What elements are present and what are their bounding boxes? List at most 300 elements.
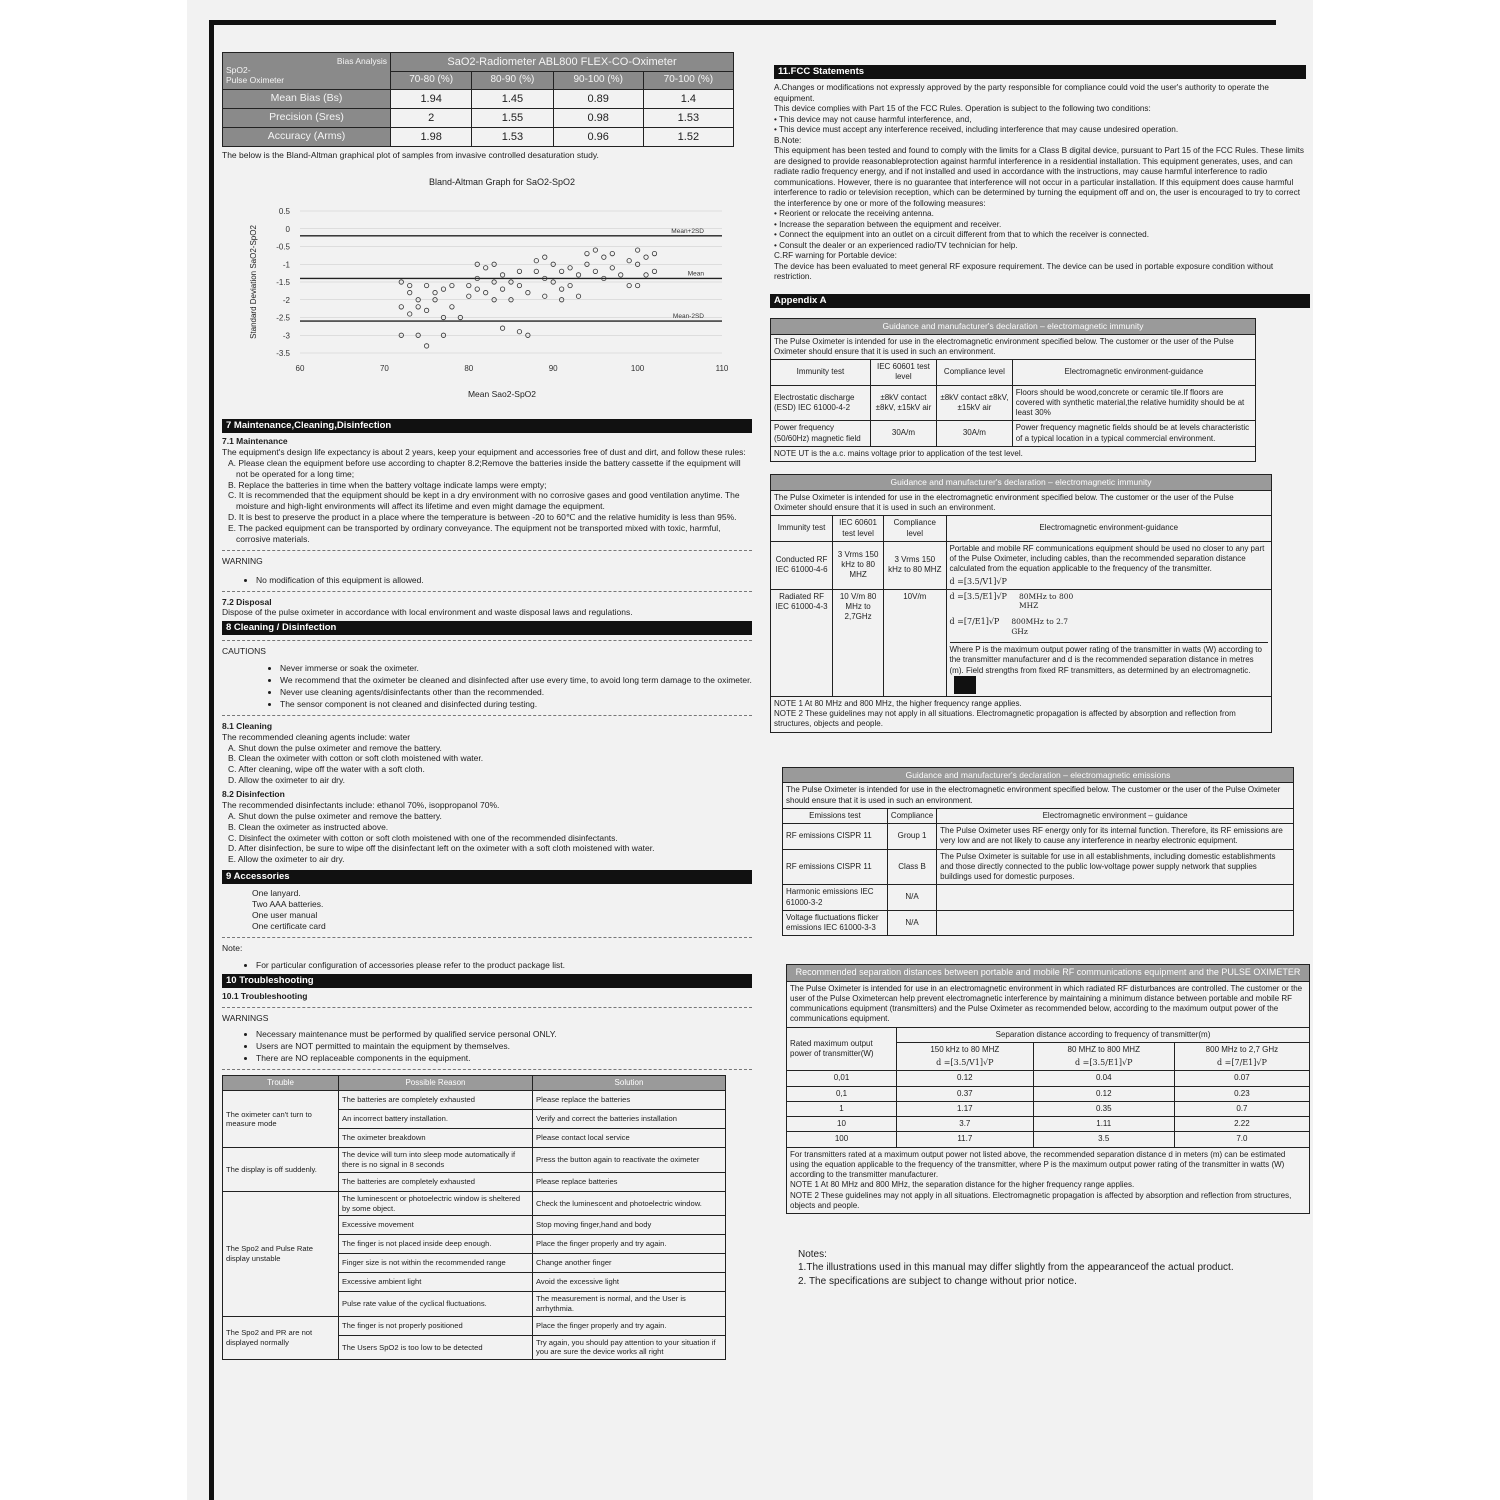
band-formula: d =[3.5/V1]√P: [936, 1058, 994, 1068]
section-8-1-title: 8.1 Cleaning: [222, 720, 273, 731]
data-point: [467, 283, 471, 287]
data-point: [424, 308, 428, 312]
section-8-title: 8 Cleaning / Disinfection: [222, 621, 752, 635]
bias-value: 1.45: [472, 89, 553, 108]
band-label: 800 MHz to 2,7 GHz: [1205, 1044, 1279, 1054]
chart-title: Bland-Altman Graph for SaO2-SpO2: [428, 176, 576, 187]
emc-table-2-intro: The Pulse Oximeter is intended for use in the electromagnetic environment specified below. The customer or the user of the Pulse Oximeter should ensure that it is used in such an environment.: [771, 490, 1272, 515]
note-list: [256, 960, 752, 971]
trouble-cell: The Spo2 and PR are not displayed normally: [223, 1316, 339, 1359]
separation-cell: 0.7: [1174, 1101, 1309, 1116]
caution-item: • Never use cleaning agents/disinfectants other than the recommended.: [280, 687, 752, 698]
data-point: [644, 255, 648, 259]
maintenance-item: B. Replace the batteries in time when the battery voltage indicate lamps were empty;: [228, 479, 547, 490]
disinfection-item: A. Shut down the pulse oximeter and remove the battery.: [228, 810, 442, 821]
emc-table-3-cell: Group 1: [887, 824, 936, 849]
bias-value: 1.53: [472, 128, 553, 147]
fcc-paragraph: • Consult the dealer or an experienced radio/TV technician for help.: [774, 240, 1018, 250]
bias-value: 1.98: [391, 128, 472, 147]
solution-cell: Change another finger: [533, 1254, 726, 1273]
separation-cell: 0.12: [897, 1071, 1034, 1086]
separation-cell: 2.22: [1174, 1117, 1309, 1132]
bias-row: [223, 128, 734, 147]
emc-table-3-cell: RF emissions CISPR 11: [783, 824, 888, 849]
emc-table-1-cell: Power frequency (50/60Hz) magnetic field: [771, 421, 871, 446]
troubleshoot-warning-item: • Users are NOT permitted to maintain the equipment by themselves.: [256, 1041, 752, 1052]
emc-table-3-column: Compliance: [887, 808, 936, 823]
data-point: [467, 294, 471, 298]
notes-section: [798, 1248, 1310, 1289]
radiated-rf-test: Radiated RF IEC 61000-4-3: [771, 589, 833, 696]
data-point: [559, 287, 563, 291]
troubleshooting-column-header: Solution: [533, 1076, 726, 1091]
reason-cell: The oximeter breakdown: [339, 1129, 533, 1148]
emc-table-1-note: NOTE UT is the a.c. mains voltage prior to application of the test level.: [771, 446, 1256, 461]
y-tick-label: -3: [282, 331, 290, 341]
table-row: [787, 1101, 1310, 1116]
emc-table-1-cell: 30A/m: [937, 421, 1013, 446]
emc-table-3-cell: RF emissions CISPR 11: [783, 849, 888, 885]
maintenance-item: D. It is best to preserve the product in a place where the temperature is between -20 to 60℃ and the relative humidity is less than 95%.: [228, 512, 737, 523]
emc-table-4-title: Recommended separation distances between portable and mobile RF communications equipment and the PULSE OXIMETER: [787, 965, 1310, 982]
solution-cell: Please contact local service: [533, 1129, 726, 1148]
solution-cell: Place the finger properly and try again.: [533, 1235, 726, 1254]
data-point: [534, 258, 538, 262]
accessory-item: One user manual: [252, 910, 318, 921]
separation-cell: 3.7: [897, 1117, 1034, 1132]
emc-table-1-intro: The Pulse Oximeter is intended for use in the electromagnetic environment specified below. The customer or the user of the Pulse Oximeter should ensure that it is used in such an environment.: [771, 334, 1256, 359]
band-header: [897, 1042, 1034, 1070]
warning-item: • No modification of this equipment is allowed.: [256, 575, 752, 586]
emc-table-4-footer-line: For transmitters rated at a maximum output power not listed above, the recommended separation distance d in meters (m) can be estimated using the equation applicable to the frequency of the transmitter, where P is the maximum output power rating of the transmitter in watts (W) according to the transmitter manufacturer.: [790, 1149, 1286, 1180]
bias-value: 0.98: [553, 108, 643, 127]
troubleshooting-body: [223, 1091, 726, 1360]
separation-cell: 0.12: [1033, 1086, 1174, 1101]
solution-cell: Place the finger properly and try again.: [533, 1316, 726, 1335]
table-row: [787, 1086, 1310, 1101]
radiated-rf-guidance: [946, 589, 1272, 696]
conducted-rf-row: [771, 541, 1272, 589]
separation-header: Separation distance according to frequency of transmitter(m): [897, 1027, 1310, 1042]
y-tick-label: 0.5: [278, 206, 290, 216]
separation-cell: 1.17: [897, 1101, 1034, 1116]
reason-cell: The batteries are completely exhausted: [339, 1091, 533, 1110]
emc-emissions-table: [782, 767, 1294, 937]
emc-table-2-note-2: NOTE 2 These guidelines may not apply in all situations. Electromagnetic propagation is affected by absorption and reflection from structures, objects and people.: [774, 709, 1236, 729]
reason-cell: The finger is not properly positioned: [339, 1316, 533, 1335]
data-point: [534, 269, 538, 273]
emc-table-3-cell: Class B: [887, 849, 936, 885]
emc-table-1-cell: 30A/m: [870, 421, 936, 446]
reference-line-label: Mean: [687, 270, 704, 278]
cleaning-item: D. Allow the oximeter to air dry.: [228, 775, 345, 786]
reason-cell: Excessive ambient light: [339, 1273, 533, 1292]
bias-range-header: 70-80 (%): [391, 72, 472, 90]
section-7-1-title: 7.1 Maintenance: [222, 436, 288, 447]
left-column: [222, 52, 752, 1360]
bias-value: 1.94: [391, 89, 472, 108]
bias-caption: The below is the Bland-Altman graphical plot of samples from invasive controlled desaturation study.: [222, 150, 599, 161]
cleaning-item: A. Shut down the pulse oximeter and remove the battery.: [228, 742, 442, 753]
table-row: [783, 885, 1294, 910]
separation-cell: 0.04: [1033, 1071, 1174, 1086]
bias-range-header: 90-100 (%): [553, 72, 643, 90]
emc-table-2-column: Compliance level: [884, 516, 946, 541]
emc-table-4-footer-line: NOTE 2 These guidelines may not apply in all situations. Electromagnetic propagation is affected by absorption and reflection from structures, objects and people.: [790, 1190, 1292, 1210]
bias-value: 1.53: [643, 108, 733, 127]
emc-table-3-column: Electromagnetic environment – guidance: [937, 808, 1294, 823]
notes-item-2: 2. The specifications are subject to change without prior notice.: [798, 1275, 1077, 1287]
reason-cell: The device will turn into sleep mode automatically if there is no signal in 8 seconds: [339, 1148, 533, 1172]
troubleshoot-warning-item: • There are NO replaceable components in the equipment.: [256, 1053, 752, 1064]
cleaning-list: [222, 743, 752, 787]
emc-table-4-intro: The Pulse Oximeter is intended for use in an electromagnetic environment in which radiated RF disturbances are controlled. The customer or the user of the Pulse Oximetercan help prevent electromagnetic interference by maintaining a minimum distance between portable and mobile RF communications equipment (transmitters) and the Pulse Oximeter as recommended below, according to the maximum output power of the communications equipment.: [787, 981, 1310, 1027]
separation-cell: 0,1: [787, 1086, 897, 1101]
radiated-note: [950, 642, 1269, 694]
emc-table-3-cell: The Pulse Oximeter uses RF energy only for its internal function. Therefore, its RF emissions are very low and are not likely to cause any interference in nearby electronic equipment.: [937, 824, 1294, 849]
right-column: [770, 62, 1310, 1288]
emc-table-3-intro: The Pulse Oximeter is intended for use in the electromagnetic environment specified below. The customer or the user of the Pulse Oximeter should ensure that it is used in such an environment.: [783, 783, 1294, 808]
emc-table-2-column: Electromagnetic environment-guidance: [946, 516, 1272, 541]
emc-table-2-note-1: NOTE 1 At 80 MHz and 800 MHz, the higher frequency range applies.: [774, 698, 1022, 708]
disinfection-item: E. Allow the oximeter to air dry.: [228, 854, 345, 865]
y-tick-label: -2.5: [276, 313, 290, 323]
data-point: [399, 305, 403, 309]
emc-table-2-column: IEC 60601 test level: [833, 516, 884, 541]
bland-altman-chart: [222, 163, 732, 413]
data-point: [475, 287, 479, 291]
emc-table-1-title: Guidance and manufacturer's declaration – electromagnetic immunity: [771, 318, 1256, 334]
data-point: [526, 290, 530, 294]
emc-table-3-cell: The Pulse Oximeter is suitable for use in all establishments, including domestic establishments and those directly connected to the public low-voltage power supply network that supplies buildings used for domestic purposes.: [937, 849, 1294, 885]
emc-immunity-table-2: [770, 474, 1272, 733]
table-row: [783, 910, 1294, 935]
troubleshoot-warning-item: • Necessary maintenance must be performed by qualified service personal ONLY.: [256, 1029, 752, 1040]
data-point: [610, 266, 614, 270]
x-axis-label: Mean Sao2-SpO2: [467, 388, 537, 399]
band-formula: d =[7/E1]√P: [1217, 1058, 1267, 1068]
fcc-section: [770, 62, 1310, 286]
emc-table-1-body: [771, 385, 1256, 446]
accessory-item: One certificate card: [252, 920, 326, 931]
cautions-label: CAUTIONS: [222, 646, 266, 657]
emc-table-3-cell: N/A: [887, 885, 936, 910]
emc-table-1-cell: ±8kV contact ±8kV, ±15kV air: [870, 385, 936, 421]
emc-table-2-title: Guidance and manufacturer's declaration – electromagnetic immunity: [771, 475, 1272, 491]
table-row: [771, 421, 1256, 446]
warnings-label: WARNINGS: [222, 1012, 269, 1023]
disinfection-list: [222, 811, 752, 865]
emc-table-3-cell: N/A: [887, 910, 936, 935]
data-point: [602, 255, 606, 259]
trouble-cell: The Spo2 and Pulse Rate display unstable: [223, 1191, 339, 1316]
table-row: [783, 824, 1294, 849]
emc-table-2-header: [771, 516, 1272, 541]
reason-cell: The finger is not placed inside deep enough.: [339, 1235, 533, 1254]
fcc-paragraph: • Connect the equipment into an outlet on a circuit different from that to which the receiver is connected.: [774, 230, 1150, 240]
data-point: [652, 251, 656, 255]
rated-power-header: Rated maximum output power of transmitter(W): [787, 1027, 897, 1071]
bias-corner-bottom: SpO2- Pulse Oximeter: [226, 65, 285, 85]
data-point: [433, 290, 437, 294]
maintenance-item: A. Please clean the equipment before use according to chapter 8.2;Remove the batteries inside the battery cassette if the equipment will not be operated for a long time;: [228, 457, 741, 479]
fcc-paragraph: • Increase the separation between the equipment and receiver.: [774, 219, 1002, 229]
radiated-rf-level: 10 V/m 80 MHz to 2,7GHz: [833, 589, 884, 696]
data-point: [568, 266, 572, 270]
separation-distance-table: [786, 964, 1310, 1214]
conducted-rf-level: 3 Vrms 150 kHz to 80 MHZ: [833, 541, 884, 589]
table-row: [787, 1071, 1310, 1086]
x-tick-label: 90: [548, 363, 558, 373]
emc-table-4-footer-line: NOTE 1 At 80 MHz and 800 MHz, the separation distance for the higher frequency range applies.: [790, 1180, 1135, 1190]
radiated-formula-2: [950, 617, 1269, 636]
y-tick-label: -1.5: [276, 277, 290, 287]
solution-cell: Avoid the excessive light: [533, 1273, 726, 1292]
reason-cell: Finger size is not within the recommended range: [339, 1254, 533, 1273]
section-10-title: 10 Troubleshooting: [222, 974, 752, 988]
emc-table-4-body: [787, 1071, 1310, 1147]
radiated-note-text: Where P is the maximum output power rating of the transmitter in watts (W) according to the transmitter manufacturer and d is the recommended separation distance in metres (m). Field strengths from fixed RF transmitters, as determined by an electromagnetic.: [949, 645, 1262, 675]
conducted-rf-guidance-text: Portable and mobile RF communications equipment should be used no closer to any part of the Pulse Oximeter, including cables, than the recommended separation distance calculated from the equation applicable to the frequency of the transmitter.: [949, 543, 1265, 574]
notes-label: Notes:: [798, 1248, 827, 1260]
troubleshooting-column-header: Trouble: [223, 1076, 339, 1091]
emc-table-3-cell: [937, 910, 1294, 935]
data-point: [576, 273, 580, 277]
separation-cell: 0.07: [1174, 1071, 1309, 1086]
section-8-2-title: 8.2 Disinfection: [222, 789, 285, 800]
radiated-formula-1: [950, 592, 1269, 611]
caution-item: • We recommend that the oximeter be cleaned and disinfected after use every time, to avoid long term damage to the oximeter.: [280, 675, 752, 686]
bias-value: 0.89: [553, 89, 643, 108]
separation-cell: 0.35: [1033, 1101, 1174, 1116]
separation-cell: 1: [787, 1101, 897, 1116]
cautions-list: [280, 663, 752, 710]
conducted-rf-guidance: [946, 541, 1272, 589]
data-point: [500, 326, 504, 330]
bias-value: 1.52: [643, 128, 733, 147]
divider: [222, 550, 752, 551]
radiated-formula-2-eq: d =[7/E1]√P: [949, 616, 1000, 626]
maintenance-item: C. It is recommended that the equipment should be kept in a dry environment with no corrosive gases and good ventilation anytime. The moisture and high-light environments will affect its lifetime and even might damage the equipment.: [228, 490, 740, 512]
radiated-rf-compliance: 10V/m: [884, 589, 946, 696]
warning-list: [256, 575, 752, 586]
data-point: [610, 251, 614, 255]
data-point: [652, 269, 656, 273]
emc-table-1-column: Immunity test: [771, 360, 871, 385]
solution-cell: Try again, you should pay attention to your situation if you are sure the device works all right: [533, 1335, 726, 1359]
y-tick-label: -1: [282, 260, 290, 270]
fcc-paragraph: A.Changes or modifications not expressly approved by the party responsible for compliance could void the user's authority to operate the equipment.: [774, 83, 1269, 103]
emc-table-3-cell: Voltage fluctuations flicker emissions IEC 61000-3-3: [783, 910, 888, 935]
section-10-1-title: 10.1 Troubleshooting: [222, 990, 308, 1001]
fcc-text: [774, 83, 1306, 283]
fcc-paragraph: • This device must accept any interference received, including interference that may cause undesired operation.: [774, 125, 1179, 135]
bias-corner: [223, 53, 391, 90]
emc-table-1-cell: Power frequency magnetic fields should be at levels characteristic of a typical location in a typical commercial environment.: [1012, 421, 1255, 446]
band-formula: d =[3.5/E1]√P: [1075, 1058, 1133, 1068]
separation-cell: 11.7: [897, 1132, 1034, 1147]
emc-table-2-column: Immunity test: [771, 516, 833, 541]
table-row: [787, 1132, 1310, 1147]
appendix-title: Appendix A: [770, 294, 1310, 308]
data-point: [593, 269, 597, 273]
bias-analysis-table: [222, 52, 734, 147]
band-label: 80 MHZ to 800 MHZ: [1067, 1044, 1140, 1054]
data-point: [543, 255, 547, 259]
divider: [222, 1007, 752, 1008]
data-point: [576, 294, 580, 298]
emc-table-3-cell: [937, 885, 1294, 910]
bias-corner-top: Bias Analysis: [336, 55, 387, 66]
solution-cell: The measurement is normal, and the User is arrhythmia.: [533, 1292, 726, 1316]
data-point: [450, 305, 454, 309]
divider: [222, 591, 752, 592]
table-row: [783, 849, 1294, 885]
disinfection-item: B. Clean the oximeter as instructed above.: [228, 821, 389, 832]
reason-cell: An incorrect battery installation.: [339, 1110, 533, 1129]
radiated-formula-2-band: 800MHz to 2.7 GHz: [1011, 616, 1069, 636]
data-point: [593, 248, 597, 252]
bias-title: SaO2-Radiometer ABL800 FLEX-CO-Oximeter: [391, 53, 734, 72]
emc-table-4-head-row: [787, 1027, 1310, 1042]
trouble-cell: The oximeter can't turn to measure mode: [223, 1091, 339, 1148]
accessory-item: Two AAA batteries.: [252, 899, 324, 910]
radiated-formula-1-eq: d =[3.5/E1]√P: [949, 591, 1007, 601]
bias-row-label: Accuracy (Arms): [223, 128, 391, 147]
emc-table-3-column: Emissions test: [783, 808, 888, 823]
divider: [222, 937, 752, 938]
x-tick-label: 80: [464, 363, 474, 373]
fcc-paragraph: • Reorient or relocate the receiving antenna.: [774, 209, 934, 219]
section-9-title: 9 Accessories: [222, 870, 752, 884]
bias-row-label: Precision (Sres): [223, 108, 391, 127]
separation-cell: 3.5: [1033, 1132, 1174, 1147]
separation-cell: 0.23: [1174, 1086, 1309, 1101]
emc-table-3-title: Guidance and manufacturer's declaration – electromagnetic emissions: [783, 767, 1294, 783]
section-7-2-title: 7.2 Disposal: [222, 596, 272, 607]
data-point: [416, 305, 420, 309]
bias-row: [223, 108, 734, 127]
table-row: [223, 1191, 726, 1215]
radiated-formula-1-band: 80MHz to 800 MHZ: [1018, 591, 1074, 611]
maintenance-item: E. The packed equipment can be transported by ordinary conveyance. The equipment not be transported mixed with toxic, harmful, corrosive materials.: [228, 523, 721, 544]
troubleshooting-header: [223, 1076, 726, 1091]
reason-cell: The batteries are completely exhausted: [339, 1172, 533, 1191]
emc-table-1-column: Compliance level: [937, 360, 1013, 385]
conducted-rf-test: Conducted RF IEC 61000-4-6: [771, 541, 833, 589]
data-point: [483, 290, 487, 294]
x-tick-label: 60: [295, 363, 305, 373]
solution-cell: Stop moving finger,hand and body: [533, 1216, 726, 1235]
emc-table-2-notes: [771, 696, 1272, 732]
bias-row-label: Mean Bias (Bs): [223, 89, 391, 108]
reason-cell: The Users SpO2 is too low to be detected: [339, 1335, 533, 1359]
conducted-rf-formula: d =[3.5/V1]√P: [949, 576, 1007, 586]
data-point: [408, 290, 412, 294]
data-point: [644, 273, 648, 277]
emc-table-1-cell: ±8kV contact ±8kV, ±15kV air: [937, 385, 1013, 421]
divider: [222, 1069, 752, 1070]
separation-cell: 0.37: [897, 1086, 1034, 1101]
troubleshoot-warnings: [256, 1029, 752, 1064]
data-point: [441, 287, 445, 291]
fcc-paragraph: The device has been evaluated to meet general RF exposure requirement. The device can be used in portable exposure condition without restriction.: [774, 261, 1274, 282]
bias-value: 0.96: [553, 128, 643, 147]
caution-item: • Never immerse or soak the oximeter.: [280, 663, 752, 674]
solution-cell: Check the luminescent and photoelectric window.: [533, 1191, 726, 1215]
emc-table-1-cell: Electrostatic discharge (ESD) IEC 61000-4-2: [771, 385, 871, 421]
warning-label: WARNING: [222, 555, 263, 566]
separation-cell: 100: [787, 1132, 897, 1147]
maintenance-list: [222, 458, 752, 545]
emc-table-3-cell: Harmonic emissions IEC 61000-3-2: [783, 885, 888, 910]
radiated-rf-row: [771, 589, 1272, 696]
notes-item-1: 1.The illustrations used in this manual may differ slightly from the appearanceof the actual product.: [798, 1262, 1234, 1274]
emc-table-1-column: IEC 60601 test level: [870, 360, 936, 385]
separation-cell: 1.11: [1033, 1117, 1174, 1132]
redacted-block: [954, 676, 976, 694]
troubleshooting-table: [222, 1075, 726, 1360]
x-tick-label: 70: [379, 363, 389, 373]
reason-cell: The luminescent or photoelectric window is sheltered by some object.: [339, 1191, 533, 1215]
data-point: [517, 329, 521, 333]
bias-value: 1.4: [643, 89, 733, 108]
troubleshooting-column-header: Possible Reason: [339, 1076, 533, 1091]
separation-cell: 7.0: [1174, 1132, 1309, 1147]
solution-cell: Please replace the batteries: [533, 1091, 726, 1110]
cleaning-item: B. Clean the oximeter with cotton or soft cloth moistened with water.: [228, 753, 484, 764]
x-tick-label: 110: [715, 363, 729, 373]
data-point: [585, 251, 589, 255]
data-point: [408, 283, 412, 287]
table-row: [223, 1091, 726, 1110]
accessory-item: One lanyard.: [252, 888, 301, 899]
solution-cell: Verify and correct the batteries installation: [533, 1110, 726, 1129]
data-point: [543, 294, 547, 298]
data-point: [559, 269, 563, 273]
y-tick-label: -2: [282, 295, 290, 305]
section-7-title: 7 Maintenance,Cleaning,Disinfection: [222, 419, 752, 433]
bias-row: [223, 89, 734, 108]
disinfection-intro: The recommended disinfectants include: ethanol 70%, isoppropanol 70%.: [222, 799, 500, 810]
caution-item: • The sensor component is not cleaned and disinfected during testing.: [280, 699, 752, 710]
data-point: [500, 287, 504, 291]
fcc-paragraph: B.Note:: [774, 135, 802, 145]
data-point: [424, 283, 428, 287]
reference-line-label: Mean-2SD: [672, 313, 704, 321]
data-point: [450, 283, 454, 287]
emc-table-1-column: Electromagnetic environment-guidance: [1012, 360, 1255, 385]
maintenance-intro: The equipment's design life expectancy is about 2 years, keep your equipment and accessories free of dust and dirt, and follow these rules:: [222, 446, 746, 457]
band-header: [1174, 1042, 1309, 1070]
data-point: [635, 283, 639, 287]
emc-table-3-body: [783, 824, 1294, 936]
band-label: 150 kHz to 80 MHZ: [930, 1044, 1000, 1054]
bias-value: 1.55: [472, 108, 553, 127]
y-tick-label: -3.5: [276, 348, 290, 358]
bias-body: [223, 89, 734, 146]
conducted-rf-compliance: 3 Vrms 150 kHz to 80 MHZ: [884, 541, 946, 589]
reason-cell: Pulse rate value of the cyclical fluctuations.: [339, 1292, 533, 1316]
divider: [222, 640, 752, 641]
table-row: [787, 1117, 1310, 1132]
cleaning-intro: The recommended cleaning agents include: water: [222, 731, 411, 742]
data-point: [408, 312, 412, 316]
reason-cell: Excessive movement: [339, 1216, 533, 1235]
bias-value: 2: [391, 108, 472, 127]
data-point: [424, 344, 428, 348]
disinfection-item: C. Disinfect the oximeter with cotton or soft cloth moistened with one of the recommended disinfectants.: [228, 832, 618, 843]
